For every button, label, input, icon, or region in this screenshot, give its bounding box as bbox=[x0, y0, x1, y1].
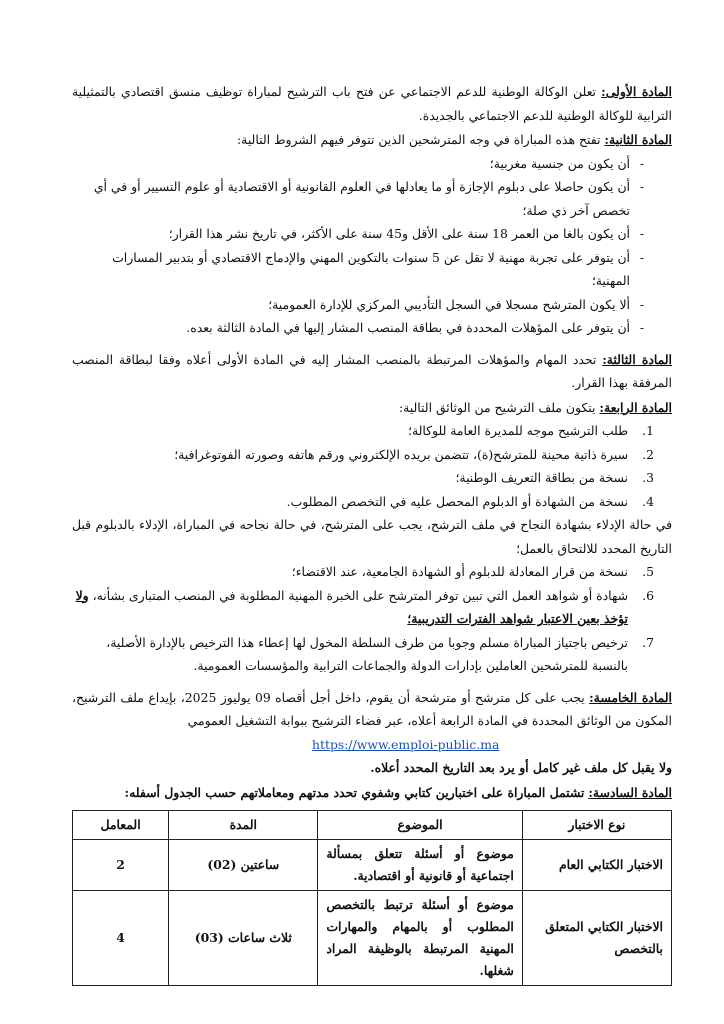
condition-item: - أن يتوفر على المؤهلات المحددة في بطاقة المنصب المشار إليها في المادة الثالثة بعده. bbox=[186, 320, 645, 335]
article-2 bbox=[72, 128, 672, 152]
exam-subject: موضوع أو أسئلة تتعلق بمسألة اجتماعية أو قانونية أو اقتصادية. bbox=[318, 840, 522, 891]
exam-duration: ثلاث ساعات (03) bbox=[169, 891, 318, 986]
document-4-note: في حالة الإدلاء بشهادة النجاح في ملف الترشح، يجب على المترشح، في حالة نجاحه في المباراة، الإدلاء بالدبلوم قبل التاريخ المحدد للالتحاق بالعمل؛ bbox=[72, 517, 672, 556]
header-subject: الموضوع bbox=[318, 811, 522, 840]
header-coefficient: المعامل bbox=[73, 811, 169, 840]
condition-item: - أن يكون حاصلا على دبلوم الإجازة أو ما يعادلها في العلوم القانونية أو الاقتصادية أو علوم التسيير أو في أي تخصص آخر ذي صلة؛ bbox=[93, 179, 645, 218]
document-6-emphasis: ولا تؤخذ بعين الاعتبار شواهد الفترات التدريبية؛ bbox=[75, 587, 628, 626]
article-3 bbox=[72, 348, 672, 395]
article-4 bbox=[72, 396, 672, 420]
exam-coefficient: 2 bbox=[73, 840, 169, 891]
article-2-intro: تفتح هذه المباراة في وجه المترشحين الذين تتوفر فيهم الشروط التالية: bbox=[237, 132, 601, 147]
article-1-heading: المادة الأولى: bbox=[601, 84, 672, 99]
header-duration: المدة bbox=[169, 811, 318, 840]
article-5 bbox=[72, 686, 672, 733]
document-item: 1. طلب الترشيح موجه للمديرة العامة للوكالة؛ bbox=[408, 423, 654, 438]
table-header-row bbox=[73, 811, 672, 840]
article-1 bbox=[72, 80, 672, 127]
article-5-text: يجب على كل مترشح أو مترشحة أن يقوم، داخل أجل أقصاه 09 يوليوز 2025، بإيداع ملف الترشيح، المكون من الوثائق المحددة في المادة الرابعة أعلاه، عبر فضاء الترشيح ببوابة التشغيل العمومي bbox=[72, 689, 672, 728]
exam-coefficient: 4 bbox=[73, 891, 169, 986]
article-3-text: تحدد المهام والمؤهلات المرتبطة بالمنصب المشار إليه في المادة الأولى أعلاه وفقا لبطاقة المنصب المرفقة بهذا القرار. bbox=[72, 351, 672, 390]
portal-link-line bbox=[72, 733, 672, 757]
article-6 bbox=[72, 781, 672, 805]
exam-table bbox=[72, 810, 672, 986]
article-2-heading: المادة الثانية: bbox=[604, 132, 672, 147]
table-row bbox=[73, 891, 672, 986]
documents-list bbox=[72, 419, 672, 678]
conditions-list bbox=[72, 152, 672, 340]
article-1-text: تعلن الوكالة الوطنية للدعم الاجتماعي عن فتح باب الترشيح لمباراة توظيف منسق اقتصادي بالتمثيلية الترابية للوكالة الوطنية للدعم الاجتماعي بالجديدة. bbox=[72, 84, 672, 123]
article-5-note: ولا يقبل كل ملف غير كامل أو يرد بعد التاريخ المحدد أعلاه. bbox=[370, 760, 672, 775]
condition-item: - أن يكون بالغا من العمر 18 سنة على الأقل و45 سنة على الأكثر، في تاريخ نشر هذا القرار؛ bbox=[168, 226, 645, 241]
condition-item: - ألا يكون المترشح مسجلا في السجل التأديبي المركزي للإدارة العمومية؛ bbox=[268, 296, 645, 312]
portal-link[interactable]: https://www.emploi-public.ma bbox=[312, 736, 500, 752]
condition-item: - أن يكون من جنسية مغربية؛ bbox=[489, 155, 645, 171]
article-6-text: تشتمل المباراة على اختبارين كتابي وشفوي تحدد مدتهم ومعاملاتهم حسب الجدول أسفله: bbox=[124, 784, 585, 800]
article-5-heading: المادة الخامسة: bbox=[589, 689, 672, 705]
document-item: 5. نسخة من قرار المعادلة للدبلوم أو الشهادة الجامعية، عند الاقتضاء؛ bbox=[291, 564, 654, 579]
exam-duration: ساعتين (02) bbox=[169, 840, 318, 891]
table-row bbox=[73, 840, 672, 891]
document-item: 4. نسخة من الشهادة أو الدبلوم المحصل عليه في التخصص المطلوب. bbox=[286, 493, 654, 509]
condition-item: - أن يتوفر على تجربة مهنية لا تقل عن 5 سنوات بالتكوين المهني والإدماج الاقتصادي أو بتدبير المسارات المهنية؛ bbox=[112, 249, 645, 288]
document-item: 2. سيرة ذاتية محينة للمترشح(ة)، تتضمن بريده الإلكتروني ورقم هاتفه وصورته الفوتوغرافية؛ bbox=[174, 446, 654, 462]
exam-type: الاختبار الكتابي العام bbox=[522, 840, 671, 891]
document-item: 3. نسخة من بطاقة التعريف الوطنية؛ bbox=[455, 470, 654, 485]
exam-type: الاختبار الكتابي المتعلق بالتخصص bbox=[522, 891, 671, 986]
document-item: 6. شهادة أو شواهد العمل التي تبين توفر المترشح على الخبرة المهنية المطلوبة في المنصب المتبارى بشأنه، ولا تؤخذ بعين الاعتبار شواهد الفترات التدريبية؛ bbox=[75, 587, 654, 626]
article-3-heading: المادة الثالثة: bbox=[602, 351, 672, 367]
exam-subject: موضوع أو أسئلة ترتبط بالتخصص المطلوب أو بالمهام والمهارات المهنية المرتبطة بالوظيفة المراد شغلها. bbox=[318, 891, 522, 986]
document-item: 7. ترخيص باجتياز المباراة مسلم وجوبا من طرف السلطة المخول لها إعطاء هذا الترخيص بالإدارة الأصلية، بالنسبة للمترشحين العاملين بإدارات الدولة والجماعات الترابية والمؤسسات العمومية. bbox=[106, 634, 654, 673]
article-6-heading: المادة السادسة: bbox=[588, 784, 672, 800]
header-type: نوع الاختبار bbox=[522, 811, 671, 840]
article-4-heading: المادة الرابعة: bbox=[599, 399, 672, 415]
article-4-intro: يتكون ملف الترشيح من الوثائق التالية: bbox=[398, 399, 596, 415]
